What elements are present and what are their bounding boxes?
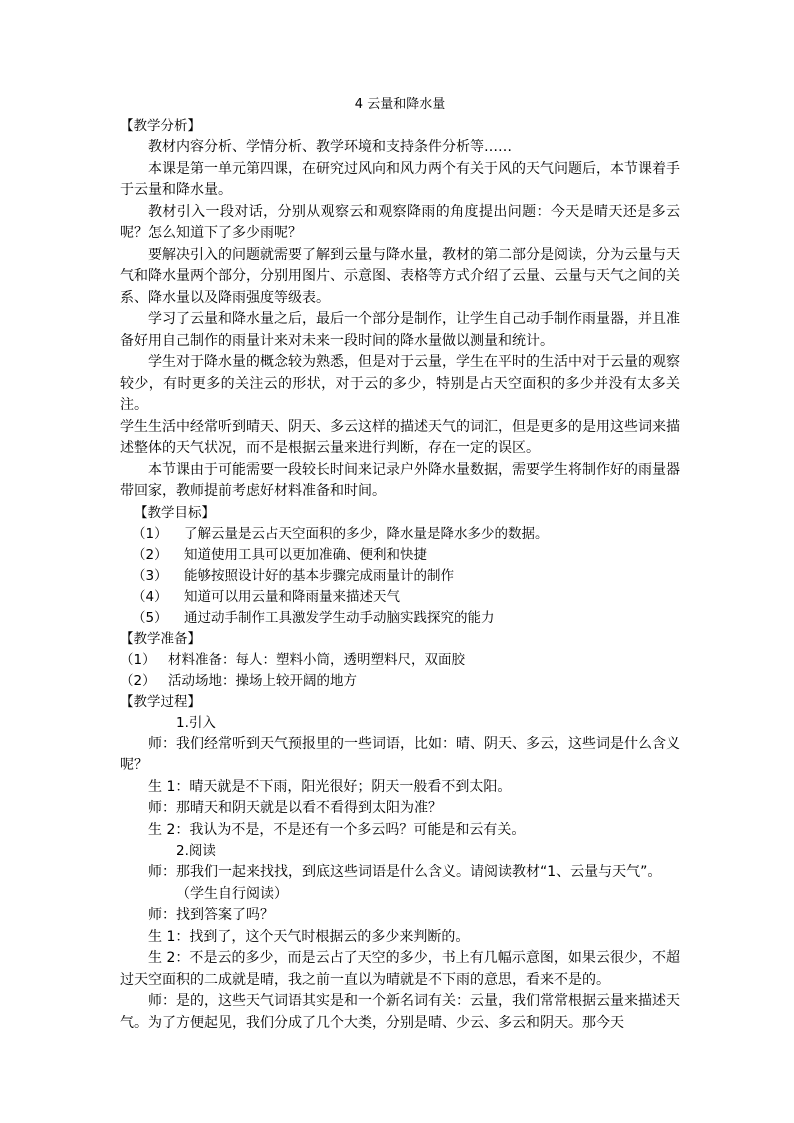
analysis-paragraph: 学生对于降水量的概念较为熟悉，但是对于云量，学生在平时的生活中对于云量的观察较少，有时更多的关注云的形状，对于云的多少，特别是占天空面积的多少并没有太多关注。 [120, 354, 680, 413]
prep-text: 材料准备：每人：塑料小筒，透明塑料尺，双面胶 [168, 651, 465, 668]
dialogue-line: 生 2：我认为不是，不是还有一个多云吗？可能是和云有关。 [148, 821, 526, 838]
goal-number: （1） [132, 525, 168, 542]
dialogue-line: 师：我们经常听到天气预报里的一些词语，比如：晴、阴天、多云，这些词是什么含义呢？ [120, 735, 680, 773]
dialogue-line: 师：是的，这些天气词语其实是和一个新名词有关：云量，我们常常根据云量来描述天气。为了方便起见，我们分成了几个大类，分别是晴、少云、多云和阴天。那今天 [120, 993, 680, 1031]
prep-number: （1） [120, 651, 156, 668]
goal-number: （4） [132, 588, 168, 605]
dialogue-line: 师：那我们一起来找找，到底这些词语是什么含义。请阅读教材“1、云量与天气”。 [148, 864, 662, 880]
goal-item [120, 524, 680, 545]
dialogue-line: 生 2：不是云的多少，而是云占了天空的多少，书上有几幅示意图，如果云很少，不超过天空面积的二成就是晴，我之前一直以为晴就是不下雨的意思，看来不是的。 [120, 950, 680, 988]
goal-number: （2） [132, 546, 168, 563]
document-page [120, 96, 680, 1034]
prep-heading: 【教学准备】 [120, 630, 201, 647]
prep-item [120, 650, 680, 671]
goal-number: （5） [132, 609, 168, 626]
goal-item [120, 545, 680, 566]
goal-text: 知道可以用云量和降雨量来描述天气 [184, 588, 400, 605]
goal-text: 能够按照设计好的基本步骤完成雨量计的制作 [184, 567, 454, 584]
dialogue-line: 师：找到答案了吗？ [148, 907, 274, 923]
goal-item [120, 566, 680, 587]
step-heading: 2.阅读 [176, 843, 216, 859]
dialogue-line: 师：那晴天和阴天就是以看不看得到太阳为准？ [148, 800, 442, 816]
analysis-paragraph: 教材引入一段对话，分别从观察云和观察降雨的角度提出问题：今天是晴天还是多云呢？怎么知道下了多少雨呢？ [120, 203, 680, 241]
goals-heading: 【教学目标】 [134, 504, 215, 521]
prep-number: （2） [120, 672, 156, 689]
dialogue-line: （学生自行阅读） [176, 885, 288, 902]
lesson-title: 4 云量和降水量 [354, 97, 446, 112]
prep-text: 活动场地：操场上较开阔的地方 [168, 672, 357, 689]
dialogue-line: 生 1：找到了，这个天气时根据云的多少来判断的。 [148, 928, 470, 945]
goal-text: 知道使用工具可以更加准确、便利和快捷 [184, 546, 427, 563]
analysis-paragraph: 本节课由于可能需要一段较长时间来记录户外降水量数据，需要学生将制作好的雨量器带回家，教师提前考虑好材料准备和时间。 [120, 461, 680, 499]
prep-item [120, 671, 680, 692]
dialogue-line: 生 1：晴天就是不下雨，阳光很好；阴天一般看不到太阳。 [148, 778, 512, 795]
analysis-paragraph: 学习了云量和降水量之后，最后一个部分是制作，让学生自己动手制作雨量器，并且准备好用自己制作的雨量计来对未来一段时间的降水量做以测量和统计。 [120, 311, 680, 349]
analysis-paragraph: 要解决引入的问题就需要了解到云量与降水量，教材的第二部分是阅读，分为云量与天气和降水量两个部分，分别用图片、示意图、表格等方式介绍了云量、云量与天气之间的关系、降水量以及降雨强度等级表。 [120, 246, 680, 306]
goal-text: 通过动手制作工具激发学生动手动脑实践探究的能力 [184, 609, 495, 626]
goal-item [120, 608, 680, 629]
analysis-paragraph: 学生生活中经常听到晴天、阴天、多云这样的描述天气的词汇，但是更多的是用这些词来描述整体的天气状况，而不是根据云量来进行判断，存在一定的误区。 [120, 418, 680, 456]
analysis-paragraph: 本课是第一单元第四课，在研究过风向和风力两个有关于风的天气问题后，本节课着手于云量和降水量。 [120, 160, 680, 198]
analysis-heading: 【教学分析】 [120, 118, 201, 134]
analysis-paragraph: 教材内容分析、学情分析、教学环境和支持条件分析等…… [148, 139, 512, 155]
goal-item [120, 587, 680, 608]
goal-number: （3） [132, 567, 168, 584]
step-heading: 1.引入 [176, 714, 216, 731]
goal-text: 了解云量是云占天空面积的多少，降水量是降水多少的数据。 [184, 525, 549, 542]
process-heading: 【教学过程】 [120, 693, 201, 710]
